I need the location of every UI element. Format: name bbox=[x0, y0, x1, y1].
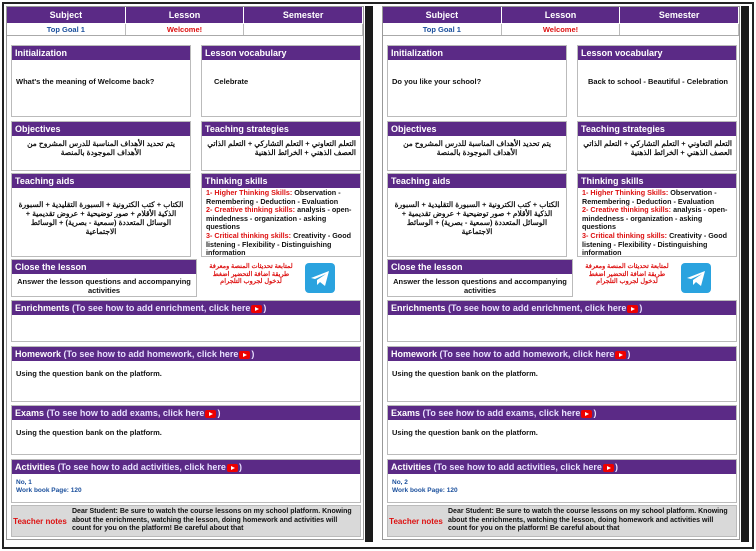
objectives-box bbox=[11, 121, 191, 171]
homework-help-close: ) bbox=[251, 349, 255, 359]
teacher-notes-label: Teacher notes bbox=[13, 517, 67, 526]
teacher-notes-box bbox=[11, 505, 361, 537]
teacher-notes-text: Dear Student: Be sure to watch the course lessons on my school platform. Knowing about the enrichments, watching the lesson, doing homework and activities will count for you on the platform! Be careful about that bbox=[72, 508, 352, 532]
close-lesson-box bbox=[387, 259, 573, 297]
thinking-label: Thinking skills bbox=[578, 174, 736, 188]
header-row bbox=[383, 7, 739, 23]
lesson-header: Lesson bbox=[502, 7, 621, 23]
enrichments-box bbox=[387, 300, 737, 342]
objectives-box bbox=[387, 121, 567, 171]
activities-box bbox=[11, 459, 361, 503]
homework-label: Homework bbox=[391, 349, 438, 359]
initialization-text: Do you like your school? bbox=[392, 77, 482, 86]
exams-text: Using the question bank on the platform. bbox=[16, 428, 162, 437]
activities-page: Work book Page: 120 bbox=[392, 487, 458, 494]
youtube-play-icon[interactable] bbox=[239, 351, 250, 359]
exams-bar bbox=[388, 406, 736, 420]
homework-help-link[interactable]: (To see how to add homework, click here bbox=[439, 349, 615, 359]
initialization-box bbox=[11, 45, 191, 117]
vocabulary-text: Back to school - Beautiful - Celebration bbox=[588, 77, 729, 86]
lesson-plan-page-2 bbox=[382, 6, 740, 540]
enrichments-label: Enrichments bbox=[15, 303, 70, 313]
homework-text: Using the question bank on the platform. bbox=[16, 369, 162, 378]
activities-number: No, 2 bbox=[392, 479, 408, 486]
strategies-text: التعلم التعاوني + التعلم التشاركي + التعلم الذاتي العصف الذهني + الخرائط الذهنية bbox=[583, 139, 732, 157]
vocabulary-box bbox=[201, 45, 361, 117]
vocabulary-box bbox=[577, 45, 737, 117]
youtube-play-icon[interactable] bbox=[205, 410, 216, 418]
semester-header: Semester bbox=[244, 7, 363, 23]
activities-bar bbox=[12, 460, 360, 474]
exams-label: Exams bbox=[391, 408, 421, 418]
aids-box bbox=[387, 173, 567, 257]
strategies-label: Teaching strategies bbox=[578, 122, 736, 136]
teacher-notes-box bbox=[387, 505, 737, 537]
youtube-play-icon[interactable] bbox=[251, 305, 262, 313]
initialization-label: Initialization bbox=[12, 46, 190, 60]
activities-info bbox=[388, 474, 736, 498]
enrichments-help-link[interactable]: (To see how to add enrichment, click here bbox=[448, 303, 627, 313]
exams-box bbox=[11, 405, 361, 455]
telegram-promo-text[interactable]: لمتابعة تحديثات المنصة ومعرفة طريقة اضافة التحضير اضغط لدخول لجروب التلجرام bbox=[209, 263, 293, 285]
telegram-icon[interactable] bbox=[305, 263, 335, 293]
enrichments-box bbox=[11, 300, 361, 342]
subject-header: Subject bbox=[7, 7, 126, 23]
exams-box bbox=[387, 405, 737, 455]
close-lesson-text: Answer the lesson questions and accompanying activities bbox=[393, 277, 567, 295]
thinking-h1: 1- Higher Thinking Skills: bbox=[582, 188, 669, 197]
enrichments-help-link[interactable]: (To see how to add enrichment, click here bbox=[72, 303, 251, 313]
homework-help-close: ) bbox=[627, 349, 631, 359]
thinking-h3: 3- Critical thinking skills: bbox=[206, 230, 292, 240]
thinking-box bbox=[577, 173, 737, 257]
close-lesson-label: Close the lesson bbox=[12, 260, 196, 274]
enrichments-bar bbox=[12, 301, 360, 315]
homework-label: Homework bbox=[15, 349, 62, 359]
thinking-t2: analysis - open-mindedness - organization - asking questions bbox=[582, 205, 728, 232]
exams-help-link[interactable]: (To see how to add exams, click here bbox=[46, 408, 205, 418]
teacher-notes-text: Dear Student: Be sure to watch the course lessons on my school platform. Knowing about the enrichments, watching the lesson, doing homework and activities will count for you on the platform! Be careful about that bbox=[448, 508, 728, 532]
initialization-box bbox=[387, 45, 567, 117]
aids-label: Teaching aids bbox=[388, 174, 566, 188]
thinking-t2: analysis - open-mindedness - organization - asking questions bbox=[206, 205, 352, 232]
homework-help-link[interactable]: (To see how to add homework, click here bbox=[63, 349, 239, 359]
lesson-plan-page-1 bbox=[6, 6, 364, 540]
exams-bar bbox=[12, 406, 360, 420]
teacher-notes-label: Teacher notes bbox=[389, 517, 443, 526]
activities-number: No, 1 bbox=[16, 479, 32, 486]
aids-box bbox=[11, 173, 191, 257]
thinking-t3: Creativity - Good listening - Flexibility - Distinguishing information bbox=[582, 230, 727, 258]
page-shadow-left bbox=[365, 6, 373, 542]
objectives-text: يتم تحديد الأهداف المناسبة للدرس المشروح من الأهداف الموجودة بالمنصة bbox=[27, 139, 175, 157]
thinking-h2: 2- Creative thinking skills: bbox=[582, 205, 672, 215]
thinking-h1: 1- Higher Thinking Skills: bbox=[206, 188, 293, 197]
semester-value bbox=[620, 24, 739, 35]
close-lesson-text: Answer the lesson questions and accompanying activities bbox=[17, 277, 191, 295]
close-lesson-label: Close the lesson bbox=[388, 260, 572, 274]
close-lesson-box bbox=[11, 259, 197, 297]
header-values-row bbox=[383, 24, 739, 36]
exams-help-link[interactable]: (To see how to add exams, click here bbox=[422, 408, 581, 418]
youtube-play-icon[interactable] bbox=[627, 305, 638, 313]
thinking-t1: Observation - Remembering - Deduction - Evaluation bbox=[582, 188, 717, 206]
thinking-box bbox=[201, 173, 361, 257]
exams-text: Using the question bank on the platform. bbox=[392, 428, 538, 437]
exams-help-close: ) bbox=[593, 408, 597, 418]
activities-page: Work book Page: 120 bbox=[16, 487, 82, 494]
thinking-text bbox=[202, 188, 360, 261]
activities-label: Activities bbox=[15, 462, 56, 472]
semester-header: Semester bbox=[620, 7, 739, 23]
enrichments-label: Enrichments bbox=[391, 303, 446, 313]
homework-text: Using the question bank on the platform. bbox=[392, 369, 538, 378]
exams-label: Exams bbox=[15, 408, 45, 418]
lesson-name-value: Welcome! bbox=[126, 24, 245, 35]
activities-help-close: ) bbox=[614, 462, 618, 472]
vocabulary-label: Lesson vocabulary bbox=[578, 46, 736, 60]
objectives-label: Objectives bbox=[388, 122, 566, 136]
enrichments-bar bbox=[388, 301, 736, 315]
thinking-h2: 2- Creative thinking skills: bbox=[206, 205, 296, 215]
initialization-text: What's the meaning of Welcome back? bbox=[16, 77, 155, 86]
objectives-label: Objectives bbox=[12, 122, 190, 136]
aids-text: الكتاب + كتب الكترونية + السبورة التقليدية + السبورة الذكية الأقلام + صور توضيحية + عروض تقديمية + الوسائل المتعددة (سمعية - بصرية) + الوسائط الاجتماعية bbox=[18, 200, 184, 236]
vocabulary-text: Celebrate bbox=[214, 77, 249, 86]
vocabulary-label: Lesson vocabulary bbox=[202, 46, 360, 60]
activities-info bbox=[12, 474, 360, 498]
youtube-play-icon[interactable] bbox=[581, 410, 592, 418]
activities-box bbox=[387, 459, 737, 503]
enrichments-help-close: ) bbox=[263, 303, 267, 313]
youtube-play-icon[interactable] bbox=[227, 464, 238, 472]
header-values-row bbox=[7, 24, 363, 36]
lesson-name-value: Welcome! bbox=[502, 24, 621, 35]
thinking-label: Thinking skills bbox=[202, 174, 360, 188]
homework-box bbox=[387, 346, 737, 402]
aids-label: Teaching aids bbox=[12, 174, 190, 188]
activities-help-link[interactable]: (To see how to add activities, click here bbox=[433, 462, 602, 472]
activities-help-close: ) bbox=[238, 462, 242, 472]
thinking-t3: Creativity - Good listening - Flexibility - Distinguishing information bbox=[206, 230, 351, 258]
telegram-icon[interactable] bbox=[681, 263, 711, 293]
strategies-text: التعلم التعاوني + التعلم التشاركي + التعلم الذاتي العصف الذهني + الخرائط الذهنية bbox=[207, 139, 356, 157]
objectives-text: يتم تحديد الأهداف المناسبة للدرس المشروح من الأهداف الموجودة بالمنصة bbox=[403, 139, 551, 157]
homework-bar bbox=[12, 347, 360, 361]
exams-help-close: ) bbox=[217, 408, 221, 418]
lesson-header: Lesson bbox=[126, 7, 245, 23]
activities-help-link[interactable]: (To see how to add activities, click here bbox=[57, 462, 226, 472]
subject-header: Subject bbox=[383, 7, 502, 23]
strategies-box bbox=[577, 121, 737, 171]
semester-value bbox=[244, 24, 363, 35]
page-shadow-right bbox=[741, 6, 749, 542]
thinking-t1: Observation - Remembering - Deduction - Evaluation bbox=[206, 188, 341, 206]
initialization-label: Initialization bbox=[388, 46, 566, 60]
header-row bbox=[7, 7, 363, 23]
homework-box bbox=[11, 346, 361, 402]
goal-value: Top Goal 1 bbox=[383, 24, 502, 35]
activities-label: Activities bbox=[391, 462, 432, 472]
strategies-label: Teaching strategies bbox=[202, 122, 360, 136]
youtube-play-icon[interactable] bbox=[615, 351, 626, 359]
telegram-promo-text[interactable]: لمتابعة تحديثات المنصة ومعرفة طريقة اضافة التحضير اضغط لدخول لجروب التلجرام bbox=[585, 263, 669, 285]
homework-bar bbox=[388, 347, 736, 361]
youtube-play-icon[interactable] bbox=[603, 464, 614, 472]
thinking-text bbox=[578, 188, 736, 261]
aids-text: الكتاب + كتب الكترونية + السبورة التقليدية + السبورة الذكية الأقلام + صور توضيحية + عروض تقديمية + الوسائل المتعددة (سمعية - بصرية) + الوسائط الاجتماعية bbox=[394, 200, 560, 236]
strategies-box bbox=[201, 121, 361, 171]
enrichments-help-close: ) bbox=[639, 303, 643, 313]
activities-bar bbox=[388, 460, 736, 474]
thinking-h3: 3- Critical thinking skills: bbox=[582, 230, 668, 240]
goal-value: Top Goal 1 bbox=[7, 24, 126, 35]
